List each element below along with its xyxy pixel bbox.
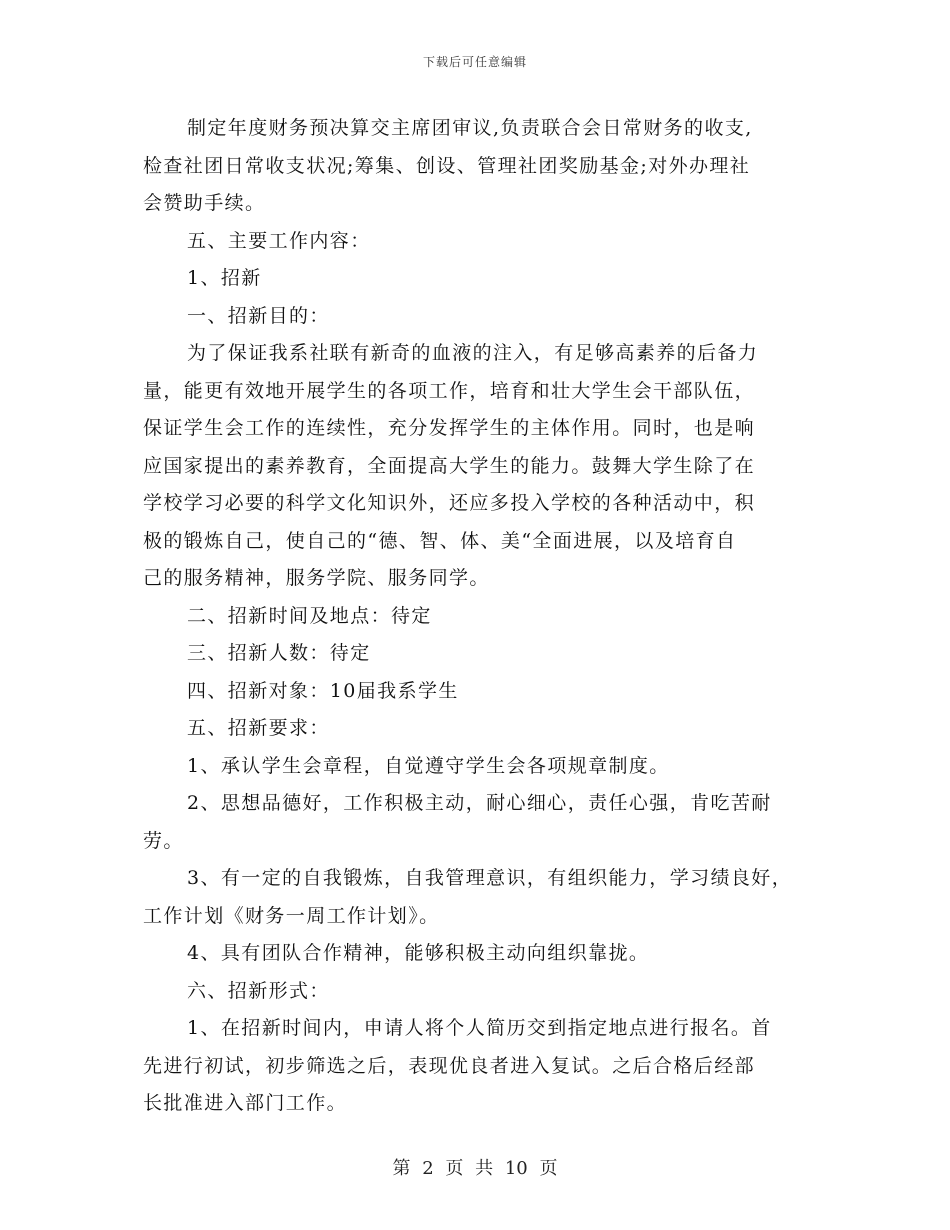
paragraph-line: 应国家提出的素养教育，全面提高大学生的能力。鼓舞大学生除了在 — [143, 454, 756, 477]
paragraph-line: 长批准进入部门工作。 — [143, 1092, 348, 1114]
section-heading: 五、主要工作内容： — [187, 229, 371, 252]
document-body — [143, 110, 803, 1123]
paragraph-line: 工作计划《财务一周工作计划》。 — [143, 904, 440, 927]
paragraph-line: 先进行初试，初步筛选之后，表现优良者进入复试。之后合格后经部 — [143, 1054, 756, 1077]
section-heading: 三、招新人数：待定 — [187, 642, 371, 664]
paragraph-line: 保证学生会工作的连续性，充分发挥学生的主体作用。同时，也是响 — [143, 417, 756, 439]
section-heading: 一、招新目的： — [187, 304, 330, 327]
paragraph-line: 学校学习必要的科学文化知识外，还应多投入学校的各种活动中，积 — [143, 492, 756, 514]
list-item: 3、有一定的自我锻炼，自我管理意识，有组织能力，学习绩良好， — [187, 867, 793, 889]
page-footer: 第 2 页 共 10 页 — [392, 1158, 558, 1179]
section-heading: 四、招新对象：10届我系学生 — [187, 679, 459, 702]
list-item: 2、思想品德好，工作积极主动，耐心细心，责任心强，肯吃苦耐 — [187, 792, 772, 814]
paragraph-line: 制定年度财务预决算交主席团审议,负责联合会日常财务的收支, — [187, 117, 753, 139]
page-header: 下载后可任意编辑 — [422, 55, 527, 69]
section-heading: 二、招新时间及地点：待定 — [187, 604, 432, 627]
list-item: 1、承认学生会章程，自觉遵守学生会各项规章制度。 — [187, 754, 670, 777]
paragraph-line: 极的锻炼自己，使自己的“德、智、体、美“全面进展，以及培育自 — [143, 529, 737, 552]
paragraph-line: 会赞助手续。 — [143, 192, 266, 214]
section-heading: 1、招新 — [187, 267, 262, 289]
paragraph-line: 检查社团日常收支状况;筹集、创设、管理社团奖励基金;对外办理社 — [143, 154, 751, 177]
paragraph-line: 量，能更有效地开展学生的各项工作，培育和壮大学生会干部队伍， — [143, 379, 756, 402]
list-item: 4、具有团队合作精神，能够积极主动向组织靠拢。 — [187, 942, 650, 964]
section-heading: 六、招新形式： — [187, 979, 330, 1002]
list-item: 1、在招新时间内，申请人将个人简历交到指定地点进行报名。首 — [187, 1017, 772, 1039]
paragraph-line: 为了保证我系社联有新奇的血液的注入，有足够高素养的后备力 — [187, 342, 759, 364]
section-heading: 五、招新要求： — [187, 717, 330, 739]
paragraph-line: 己的服务精神，服务学院、服务同学。 — [143, 567, 490, 589]
paragraph-line: 劳。 — [143, 829, 184, 852]
